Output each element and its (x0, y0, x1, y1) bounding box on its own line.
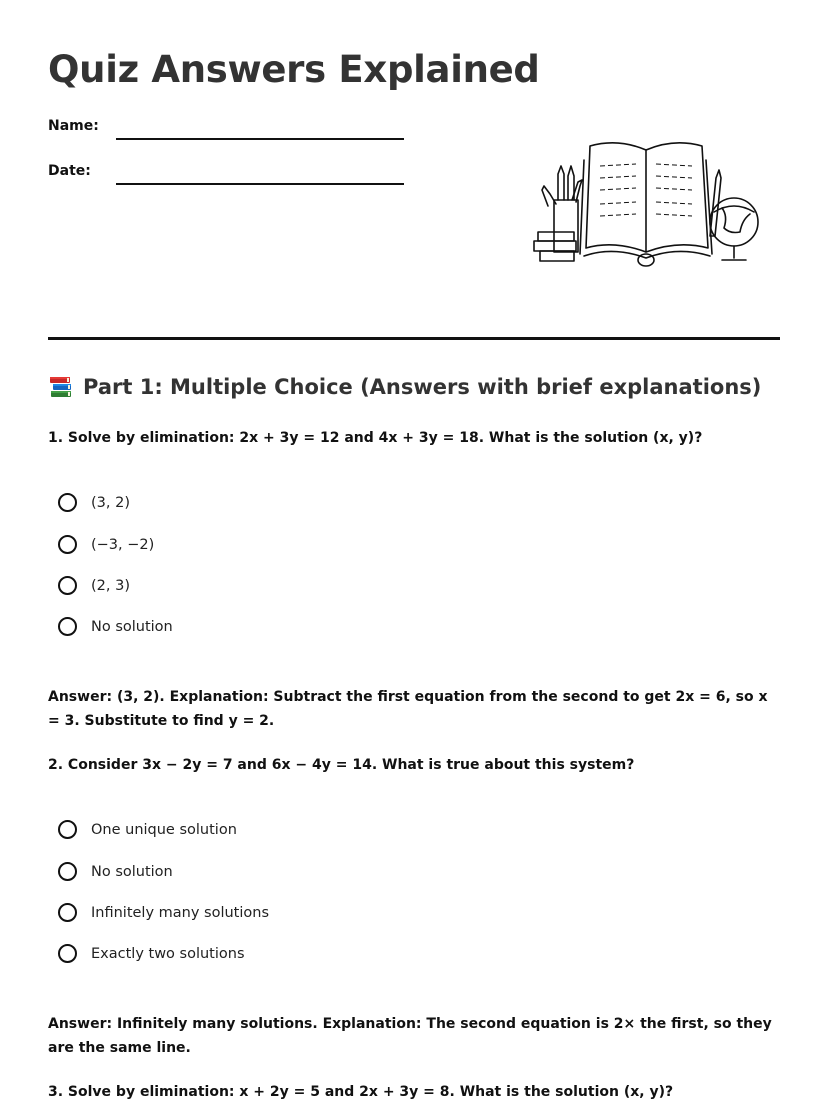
option-label: Exactly two solutions (91, 945, 245, 962)
radio-button[interactable] (58, 903, 77, 922)
question-2: 2. Consider 3x − 2y = 7 and 6x − 4y = 14. What is true about this system? (48, 757, 635, 773)
date-label: Date: (48, 163, 91, 179)
section-heading-part-1 (48, 374, 761, 400)
option-label: (2, 3) (91, 577, 130, 594)
option-label: (3, 2) (91, 494, 130, 511)
q2-option-b[interactable] (58, 862, 173, 881)
answer-2: Answer: Infinitely many solutions. Explanation: The second equation is 2× the first, so they are the same line. (48, 1016, 772, 1056)
books-icon (48, 374, 74, 400)
radio-button[interactable] (58, 944, 77, 963)
q2-option-a[interactable] (58, 820, 237, 839)
question-1: 1. Solve by elimination: 2x + 3y = 12 and 4x + 3y = 18. What is the solution (x, y)? (48, 430, 703, 446)
question-3: 3. Solve by elimination: x + 2y = 5 and 2x + 3y = 8. What is the solution (x, y)? (48, 1084, 674, 1100)
section-heading-text: Part 1: Multiple Choice (Answers with brief explanations) (83, 375, 762, 399)
option-label: (−3, −2) (91, 536, 155, 553)
radio-button[interactable] (58, 535, 77, 554)
option-label: Infinitely many solutions (91, 904, 270, 921)
q1-option-b[interactable] (58, 535, 154, 554)
q1-option-c[interactable] (58, 576, 130, 595)
name-field-line[interactable] (116, 138, 404, 140)
open-book-illustration (528, 136, 764, 272)
radio-button[interactable] (58, 862, 77, 881)
section-divider (48, 337, 780, 340)
radio-button[interactable] (58, 617, 77, 636)
page-title: Quiz Answers Explained (48, 48, 540, 91)
radio-button[interactable] (58, 576, 77, 595)
option-label: One unique solution (91, 821, 237, 838)
option-label: No solution (91, 863, 173, 880)
radio-button[interactable] (58, 820, 77, 839)
answer-1: Answer: (3, 2). Explanation: Subtract the first equation from the second to get 2x = 6, so x = 3. Substitute to find y = 2. (48, 689, 768, 729)
date-field-line[interactable] (116, 183, 404, 185)
q2-option-c[interactable] (58, 903, 269, 922)
q1-option-a[interactable] (58, 493, 130, 512)
radio-button[interactable] (58, 493, 77, 512)
name-label: Name: (48, 118, 99, 134)
q1-option-d[interactable] (58, 617, 173, 636)
option-label: No solution (91, 618, 173, 635)
q2-option-d[interactable] (58, 944, 245, 963)
